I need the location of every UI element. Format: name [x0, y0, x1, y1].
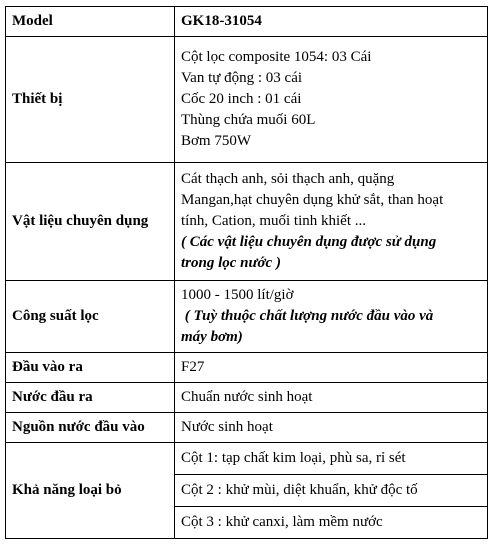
equipment-line: Van tự động : 03 cái: [181, 70, 303, 86]
materials-line: Mangan,hạt chuyên dụng khử sắt, than hoạt: [181, 192, 444, 208]
value-input-source: Nước sinh hoạt: [175, 413, 488, 443]
removal-item: Cột 2 : khử mùi, diệt khuẩn, khử độc tố: [175, 475, 488, 507]
label-model: Model: [6, 7, 175, 37]
label-output-water: Nước đầu ra: [6, 383, 175, 413]
value-model: GK18-31054: [175, 7, 488, 37]
label-capacity: Công suất lọc: [6, 281, 175, 353]
label-input-source: Nguồn nước đầu vào: [6, 413, 175, 443]
equipment-line: Bơm 750W: [181, 133, 252, 149]
row-input-source: [6, 413, 488, 443]
removal-item: Cột 3 : khử canxi, làm mềm nước: [175, 507, 488, 539]
spec-table: [5, 6, 488, 539]
equipment-line: Thùng chứa muối 60L: [181, 112, 316, 128]
row-output-water: [6, 383, 488, 413]
row-capacity: [6, 281, 488, 353]
materials-note: ( Các vật liệu chuyên dụng được sử dụng: [181, 234, 437, 250]
value-capacity: [175, 281, 488, 353]
value-output-water: Chuẩn nước sinh hoạt: [175, 383, 488, 413]
row-inlet-outlet: [6, 353, 488, 383]
equipment-line: Cột lọc composite 1054: 03 Cái: [181, 49, 372, 65]
row-materials: [6, 163, 488, 281]
label-inlet-outlet: Đầu vào ra: [6, 353, 175, 383]
row-model: [6, 7, 488, 37]
value-inlet-outlet: F27: [175, 353, 488, 383]
row-removal-1: [6, 443, 488, 475]
materials-line: Cát thạch anh, sỏi thạch anh, quặng: [181, 171, 395, 187]
capacity-note: máy bơm): [181, 329, 243, 345]
equipment-line: Cốc 20 inch : 01 cái: [181, 91, 302, 107]
label-equipment: Thiết bị: [6, 37, 175, 163]
removal-item: Cột 1: tạp chất kim loại, phù sa, rỉ sét: [175, 443, 488, 475]
materials-line: tính, Cation, muối tinh khiết ...: [181, 213, 366, 229]
row-equipment: [6, 37, 488, 163]
capacity-value: 1000 - 1500 lít/giờ: [181, 287, 294, 303]
label-materials: Vật liệu chuyên dụng: [6, 163, 175, 281]
capacity-note: ( Tuỳ thuộc chất lượng nước đầu vào và: [181, 308, 434, 324]
value-materials: [175, 163, 488, 281]
value-equipment: [175, 37, 488, 163]
label-removal: Khả năng loại bỏ: [6, 443, 175, 539]
materials-note: trong lọc nước ): [181, 255, 281, 271]
